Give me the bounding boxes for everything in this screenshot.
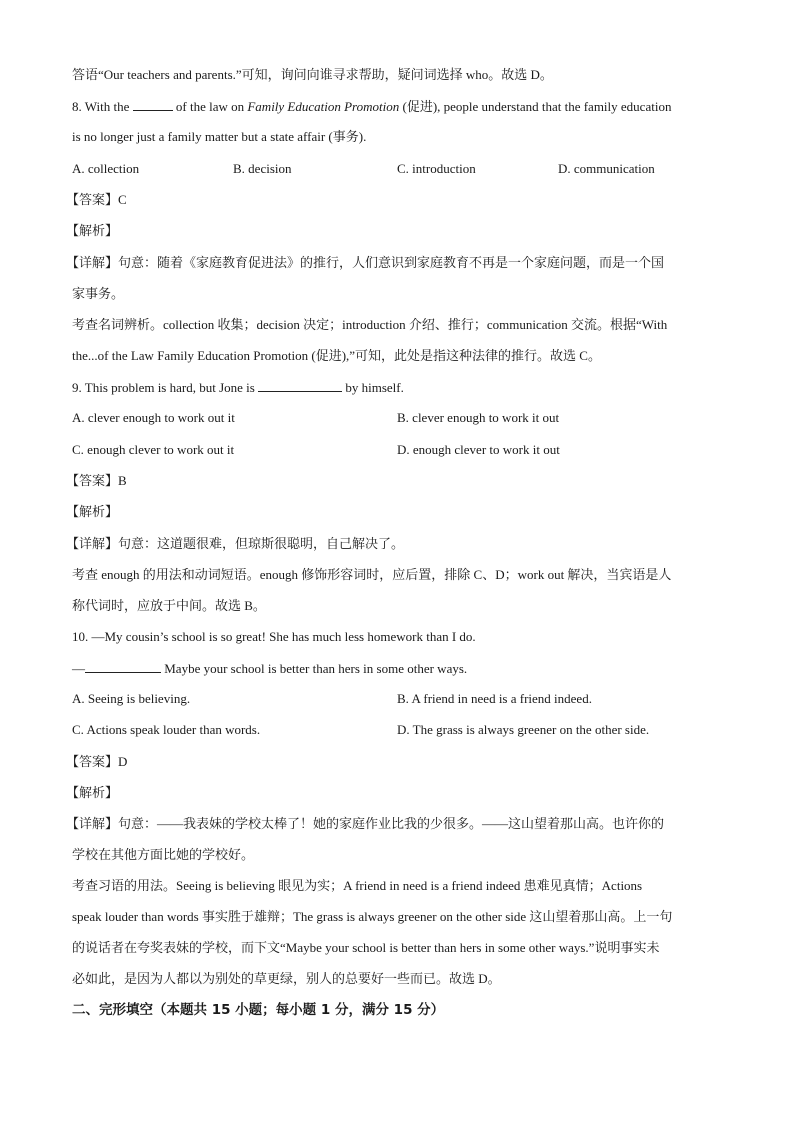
q9-option-a: A. clever enough to work out it: [72, 410, 235, 425]
q8-answer: 【答案】C: [66, 192, 127, 207]
q8-option-c: C. introduction: [397, 161, 476, 176]
q8-option-a: A. collection: [72, 161, 140, 176]
q10-option-b: B. A friend in need is a friend indeed.: [397, 691, 592, 706]
q9-detail-line1: 【详解】句意：这道题很难，但琼斯很聪明，自己解决了。: [66, 536, 405, 551]
q10-analysis-label: 【解析】: [66, 785, 119, 800]
q10-explain-line4: 必如此，是因为人都以为别处的草更绿，别人的总要好一些而已。故选 D。: [72, 971, 501, 986]
question-9-stem: [72, 378, 722, 397]
q8-stem-pre: 8. With the: [72, 99, 130, 114]
q10-option-c: C. Actions speak louder than words.: [72, 722, 261, 737]
q9-option-b: B. clever enough to work it out: [397, 410, 560, 425]
q10-dash: —: [72, 661, 85, 676]
q8-detail-line2: 家事务。: [72, 286, 125, 301]
question-10-reply: [72, 659, 722, 678]
q10-blank: [85, 659, 161, 673]
q8-stem-post: of the law on: [175, 99, 245, 114]
q9-blank: [258, 378, 342, 392]
q10-answer: 【答案】D: [66, 754, 128, 769]
q8-option-b: B. decision: [233, 161, 292, 176]
q10-option-d: D. The grass is always greener on the other side.: [397, 722, 650, 737]
q8-law-name: Family Education Promotion: [247, 99, 400, 114]
q9-answer: 【答案】B: [66, 473, 127, 488]
q9-option-d: D. enough clever to work it out: [397, 442, 560, 457]
q9-option-c: C. enough clever to work out it: [72, 442, 235, 457]
q8-stem-post2: (促进), people understand that the family education: [402, 99, 672, 114]
q10-detail-line2: 学校在其他方面比她的学校好。: [72, 847, 255, 862]
question-10-stem: 10. —My cousin’s school is so great! She has much less homework than I do.: [72, 629, 476, 644]
q8-explain-line1: 考查名词辨析。collection 收集；decision 决定；introduction 介绍、推行；communication 交流。根据“With: [72, 317, 668, 332]
q10-option-a: A. Seeing is believing.: [72, 691, 191, 706]
q8-option-d: D. communication: [558, 161, 655, 176]
q10-explain-line1: 考查习语的用法。Seeing is believing 眼见为实；A friend in need is a friend indeed 患难见真情；Actions: [72, 878, 643, 893]
q8-blank: [133, 97, 173, 111]
q8-explain-line2: the...of the Law Family Education Promotion (促进),”可知，此处是指这种法律的推行。故选 C。: [72, 348, 601, 363]
q9-explain-line1: 考查 enough 的用法和动词短语。enough 修饰形容词时，应后置，排除 C、D；work out 解决，当宾语是人: [72, 567, 672, 582]
q10-detail-line1: 【详解】句意：——我表妹的学校太棒了！她的家庭作业比我的少很多。——这山望着那山高。也许你的: [66, 816, 665, 831]
section-2-heading: 二、完形填空（本题共 15 小题；每小题 1 分，满分 15 分）: [72, 1002, 445, 1018]
q9-explain-line2: 称代词时，应放于中间。故选 B。: [72, 598, 266, 613]
prev-answer-explanation: 答语“Our teachers and parents.”可知，询问向谁寻求帮助，疑问词选择 who。故选 D。: [72, 67, 553, 82]
q9-stem-post: by himself.: [345, 380, 404, 395]
q10-reply-text: Maybe your school is better than hers in some other ways.: [164, 661, 468, 676]
question-8-stem-line2: is no longer just a family matter but a state affair (事务).: [72, 129, 367, 144]
q9-analysis-label: 【解析】: [66, 504, 119, 519]
question-8-stem: [72, 97, 722, 116]
q10-explain-line2: speak louder than words 事实胜于雄辩；The grass is always greener on the other side 这山望着那山高。上一句: [72, 909, 673, 924]
q10-explain-line3: 的说话者在夸奖表妹的学校，而下文“Maybe your school is better than hers in some other ways.”说明事实未: [72, 940, 660, 955]
q9-stem-pre: 9. This problem is hard, but Jone is: [72, 380, 255, 395]
q8-detail-line1: 【详解】句意：随着《家庭教育促进法》的推行，人们意识到家庭教育不再是一个家庭问题，而是一个国: [66, 255, 665, 270]
q8-analysis-label: 【解析】: [66, 223, 119, 238]
